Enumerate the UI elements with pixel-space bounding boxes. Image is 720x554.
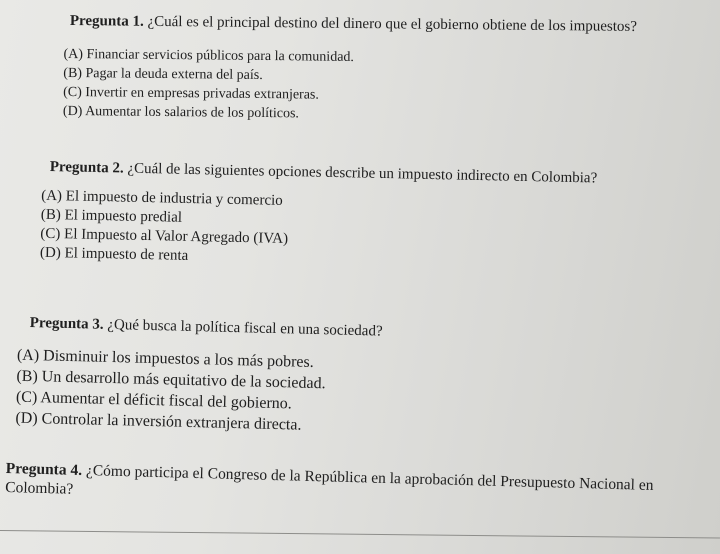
question-3-prompt: ¿Qué busca la política fiscal en una sociedad? [107,316,383,340]
question-4-prompt: ¿Cómo participa el Congreso de la República en la aprobación del Presupuesto Nacional en Colombia? [5,462,654,498]
answer-line [0,530,720,539]
question-1-prompt: ¿Cuál es el principal destino del dinero que el gobierno obtiene de los impuestos? [147,13,638,35]
question-3-text-line [30,313,383,342]
question-2-option-d: (D) El impuesto de renta [39,244,189,264]
question-1-options [63,45,637,127]
question-3 [15,313,383,438]
question-2 [39,157,598,274]
question-2-text-line [50,157,598,188]
question-2-option-b: (B) El impuesto predial [40,206,183,226]
question-1-option-c: (C) Invertir en empresas privadas extranjeras. [63,84,319,103]
question-1-option-d: (D) Aumentar los salarios de los políticos. [62,103,300,122]
question-4-number: Pregunta 4. [5,459,83,479]
question-3-option-c: (C) Aumentar el déficit fiscal del gobierno. [15,388,292,413]
question-2-number: Pregunta 2. [49,158,124,177]
question-1-text-line [70,11,637,37]
question-3-option-b: (B) Un desarrollo más equitativo de la sociedad. [16,367,326,393]
question-1-option-b: (B) Pagar la deuda externa del país. [63,65,263,84]
question-3-option-a: (A) Disminuir los impuestos a los más pobres. [16,346,314,371]
question-3-options [15,345,382,438]
question-2-options [40,187,597,275]
question-1-option-a: (A) Financiar servicios públicos para la comunidad. [63,46,355,65]
question-1 [62,11,638,127]
question-4 [5,459,714,516]
question-1-number: Pregunta 1. [69,12,144,30]
question-3-number: Pregunta 3. [29,314,104,333]
question-4-text-line [5,459,714,516]
question-2-option-a: (A) El impuesto de industria y comercio [41,187,283,209]
question-3-option-d: (D) Controlar la inversión extranjera directa. [15,409,302,434]
question-2-prompt: ¿Cuál de las siguientes opciones describe un impuesto indirecto en Colombia? [127,160,598,187]
question-2-option-c: (C) El Impuesto al Valor Agregado (IVA) [40,225,289,248]
